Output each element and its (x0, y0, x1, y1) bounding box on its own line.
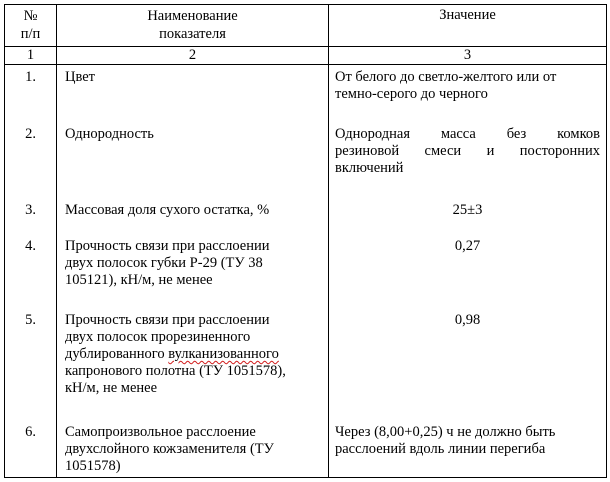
table-header-row (5, 5, 607, 47)
table-row (5, 126, 607, 201)
row-value (329, 312, 607, 424)
header-value-label: Значение (439, 7, 496, 23)
column-index-1: 1 (5, 46, 57, 64)
specification-table (4, 4, 607, 478)
row-name-line: двух полосок прорезиненного (65, 328, 251, 345)
row-value (329, 202, 607, 239)
column-index-2: 2 (57, 46, 329, 64)
row-value-line: Однородная масса без комков (335, 126, 600, 143)
row-name-line: Прочность связи при расслоении (65, 238, 270, 255)
row-number: 6. (5, 424, 57, 478)
row-number: 2. (5, 126, 57, 201)
header-number-cell (5, 5, 57, 47)
row-value-line: 0,27 (454, 238, 481, 255)
row-name-line: Массовая доля сухого остатка, % (65, 201, 270, 218)
header-name-cell (57, 5, 329, 47)
table-row (5, 424, 607, 478)
row-name-line: капронового полотна (ТУ 1051578), (65, 362, 286, 379)
row-value-line: 25±3 (452, 201, 483, 218)
row-value-line: включений (335, 160, 404, 177)
row-name-line: Однородность (65, 126, 154, 143)
header-number-label-line2: п/п (20, 26, 41, 42)
row-value-line: Через (8,00+0,25) ч не должно быть (335, 423, 556, 440)
row-name-line: двух полосок губки Р-29 (ТУ 38 (65, 255, 263, 272)
column-index-row (5, 46, 607, 64)
header-name-label-line2: показателя (159, 26, 226, 42)
row-name-line: Цвет (65, 69, 96, 86)
table-row (5, 202, 607, 239)
row-name-word: дублированного (65, 345, 165, 362)
row-value-line: расслоений вдоль линии перегиба (335, 440, 546, 457)
spellcheck-underlined-word: вулканизованного (168, 345, 279, 362)
row-number: 5. (5, 312, 57, 424)
row-value (329, 126, 607, 201)
header-name-label-line1: Наименование (147, 8, 238, 24)
row-name (57, 238, 329, 311)
row-name-line: Прочность связи при расслоении (65, 311, 270, 328)
row-value-line: 0,98 (454, 311, 481, 328)
row-value (329, 65, 607, 127)
row-value-line: От белого до светло-желтого или от (335, 69, 557, 86)
row-name-line: 1051578) (65, 457, 121, 474)
row-value-line: резиновой смеси и посторонних (335, 143, 600, 160)
row-number: 4. (5, 238, 57, 311)
row-name (57, 312, 329, 424)
row-name-line: 105121), кН/м, не менее (65, 272, 213, 289)
row-name-line: двухслойного кожзаменителя (ТУ (65, 440, 274, 457)
table-row (5, 312, 607, 424)
table-row (5, 238, 607, 311)
column-index-3: 3 (329, 46, 607, 64)
row-value (329, 424, 607, 478)
row-number: 3. (5, 202, 57, 239)
row-name-line: кН/м, не менее (65, 379, 158, 396)
row-name-line: Самопроизвольное расслоение (65, 423, 256, 440)
row-name-line (65, 346, 322, 363)
table-row (5, 65, 607, 127)
header-value-cell (329, 5, 607, 47)
row-value (329, 238, 607, 311)
row-name (57, 424, 329, 478)
header-number-label-line1: № (23, 8, 38, 24)
row-value-line: темно-серого до черного (335, 86, 488, 103)
row-name (57, 202, 329, 239)
row-number: 1. (5, 65, 57, 127)
row-name (57, 126, 329, 201)
row-name (57, 65, 329, 127)
